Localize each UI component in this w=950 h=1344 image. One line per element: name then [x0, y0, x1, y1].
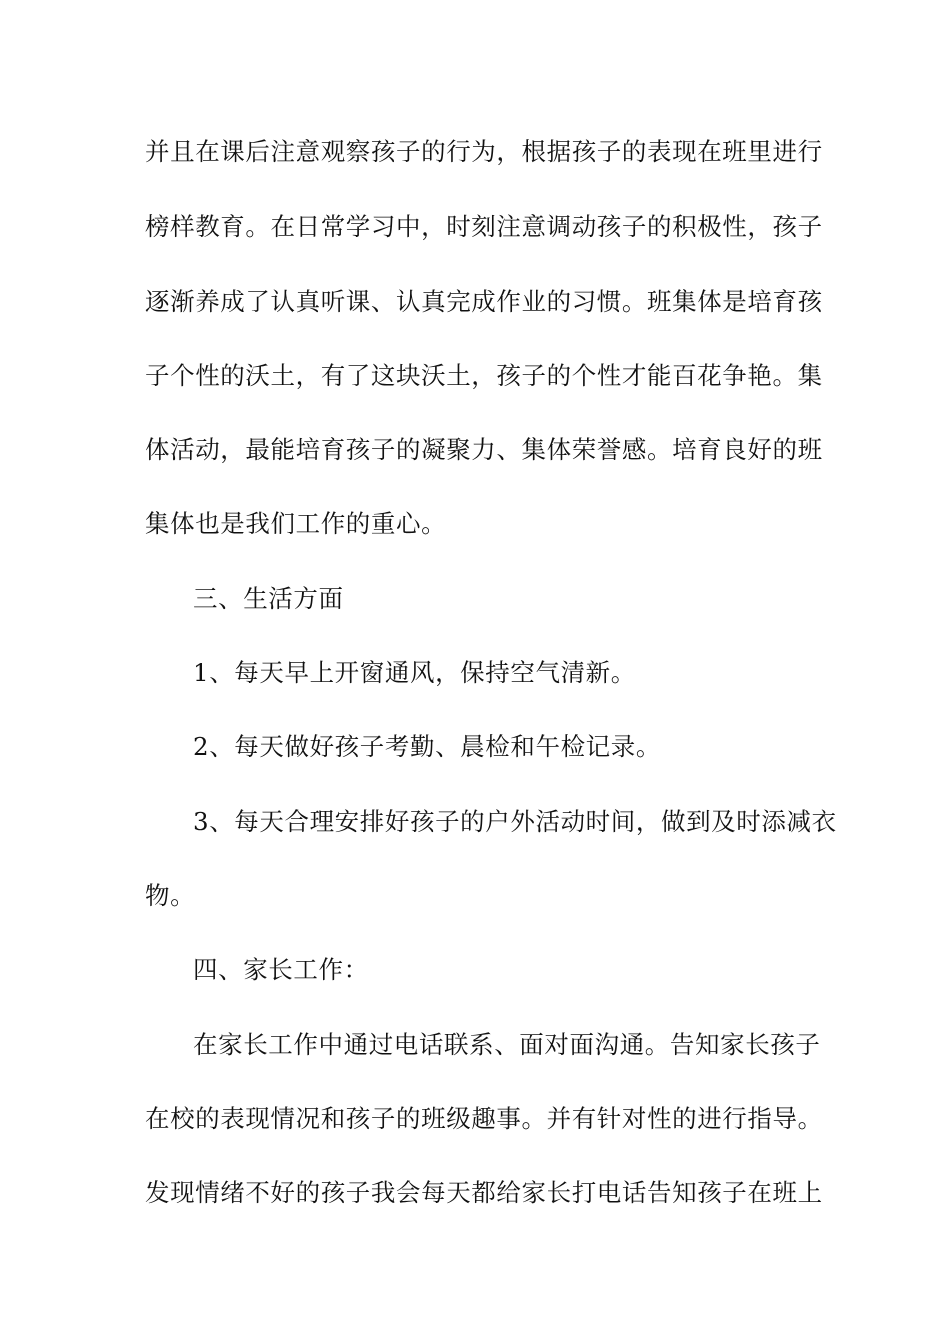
- text-line: 并且在课后注意观察孩子的行为，根据孩子的表现在班里进行: [145, 137, 823, 166]
- section-heading: 四、家长工作：: [193, 955, 369, 984]
- list-item: 3、每天合理安排好孩子的户外活动时间，做到及时添减衣: [193, 807, 837, 836]
- text-line: 逐渐养成了认真听课、认真完成作业的习惯。班集体是培育孩: [145, 287, 823, 316]
- text-line: 在家长工作中通过电话联系、面对面沟通。告知家长孩子: [193, 1030, 821, 1059]
- text-line: 发现情绪不好的孩子我会每天都给家长打电话告知孩子在班上: [145, 1178, 823, 1207]
- text-line: 体活动，最能培育孩子的凝聚力、集体荣誉感。培育良好的班: [145, 435, 823, 464]
- section-heading: 三、生活方面: [193, 584, 344, 613]
- list-item: 1、每天早上开窗通风，保持空气清新。: [193, 658, 636, 687]
- text-line: 子个性的沃土，有了这块沃土，孩子的个性才能百花争艳。集: [145, 361, 823, 390]
- text-line: 在校的表现情况和孩子的班级趣事。并有针对性的进行指导。: [145, 1104, 823, 1133]
- text-line: 榜样教育。在日常学习中，时刻注意调动孩子的积极性，孩子: [145, 212, 823, 241]
- text-line: 集体也是我们工作的重心。: [145, 509, 447, 538]
- text-line: 物。: [145, 881, 196, 910]
- list-item: 2、每天做好孩子考勤、晨检和午检记录。: [193, 732, 661, 761]
